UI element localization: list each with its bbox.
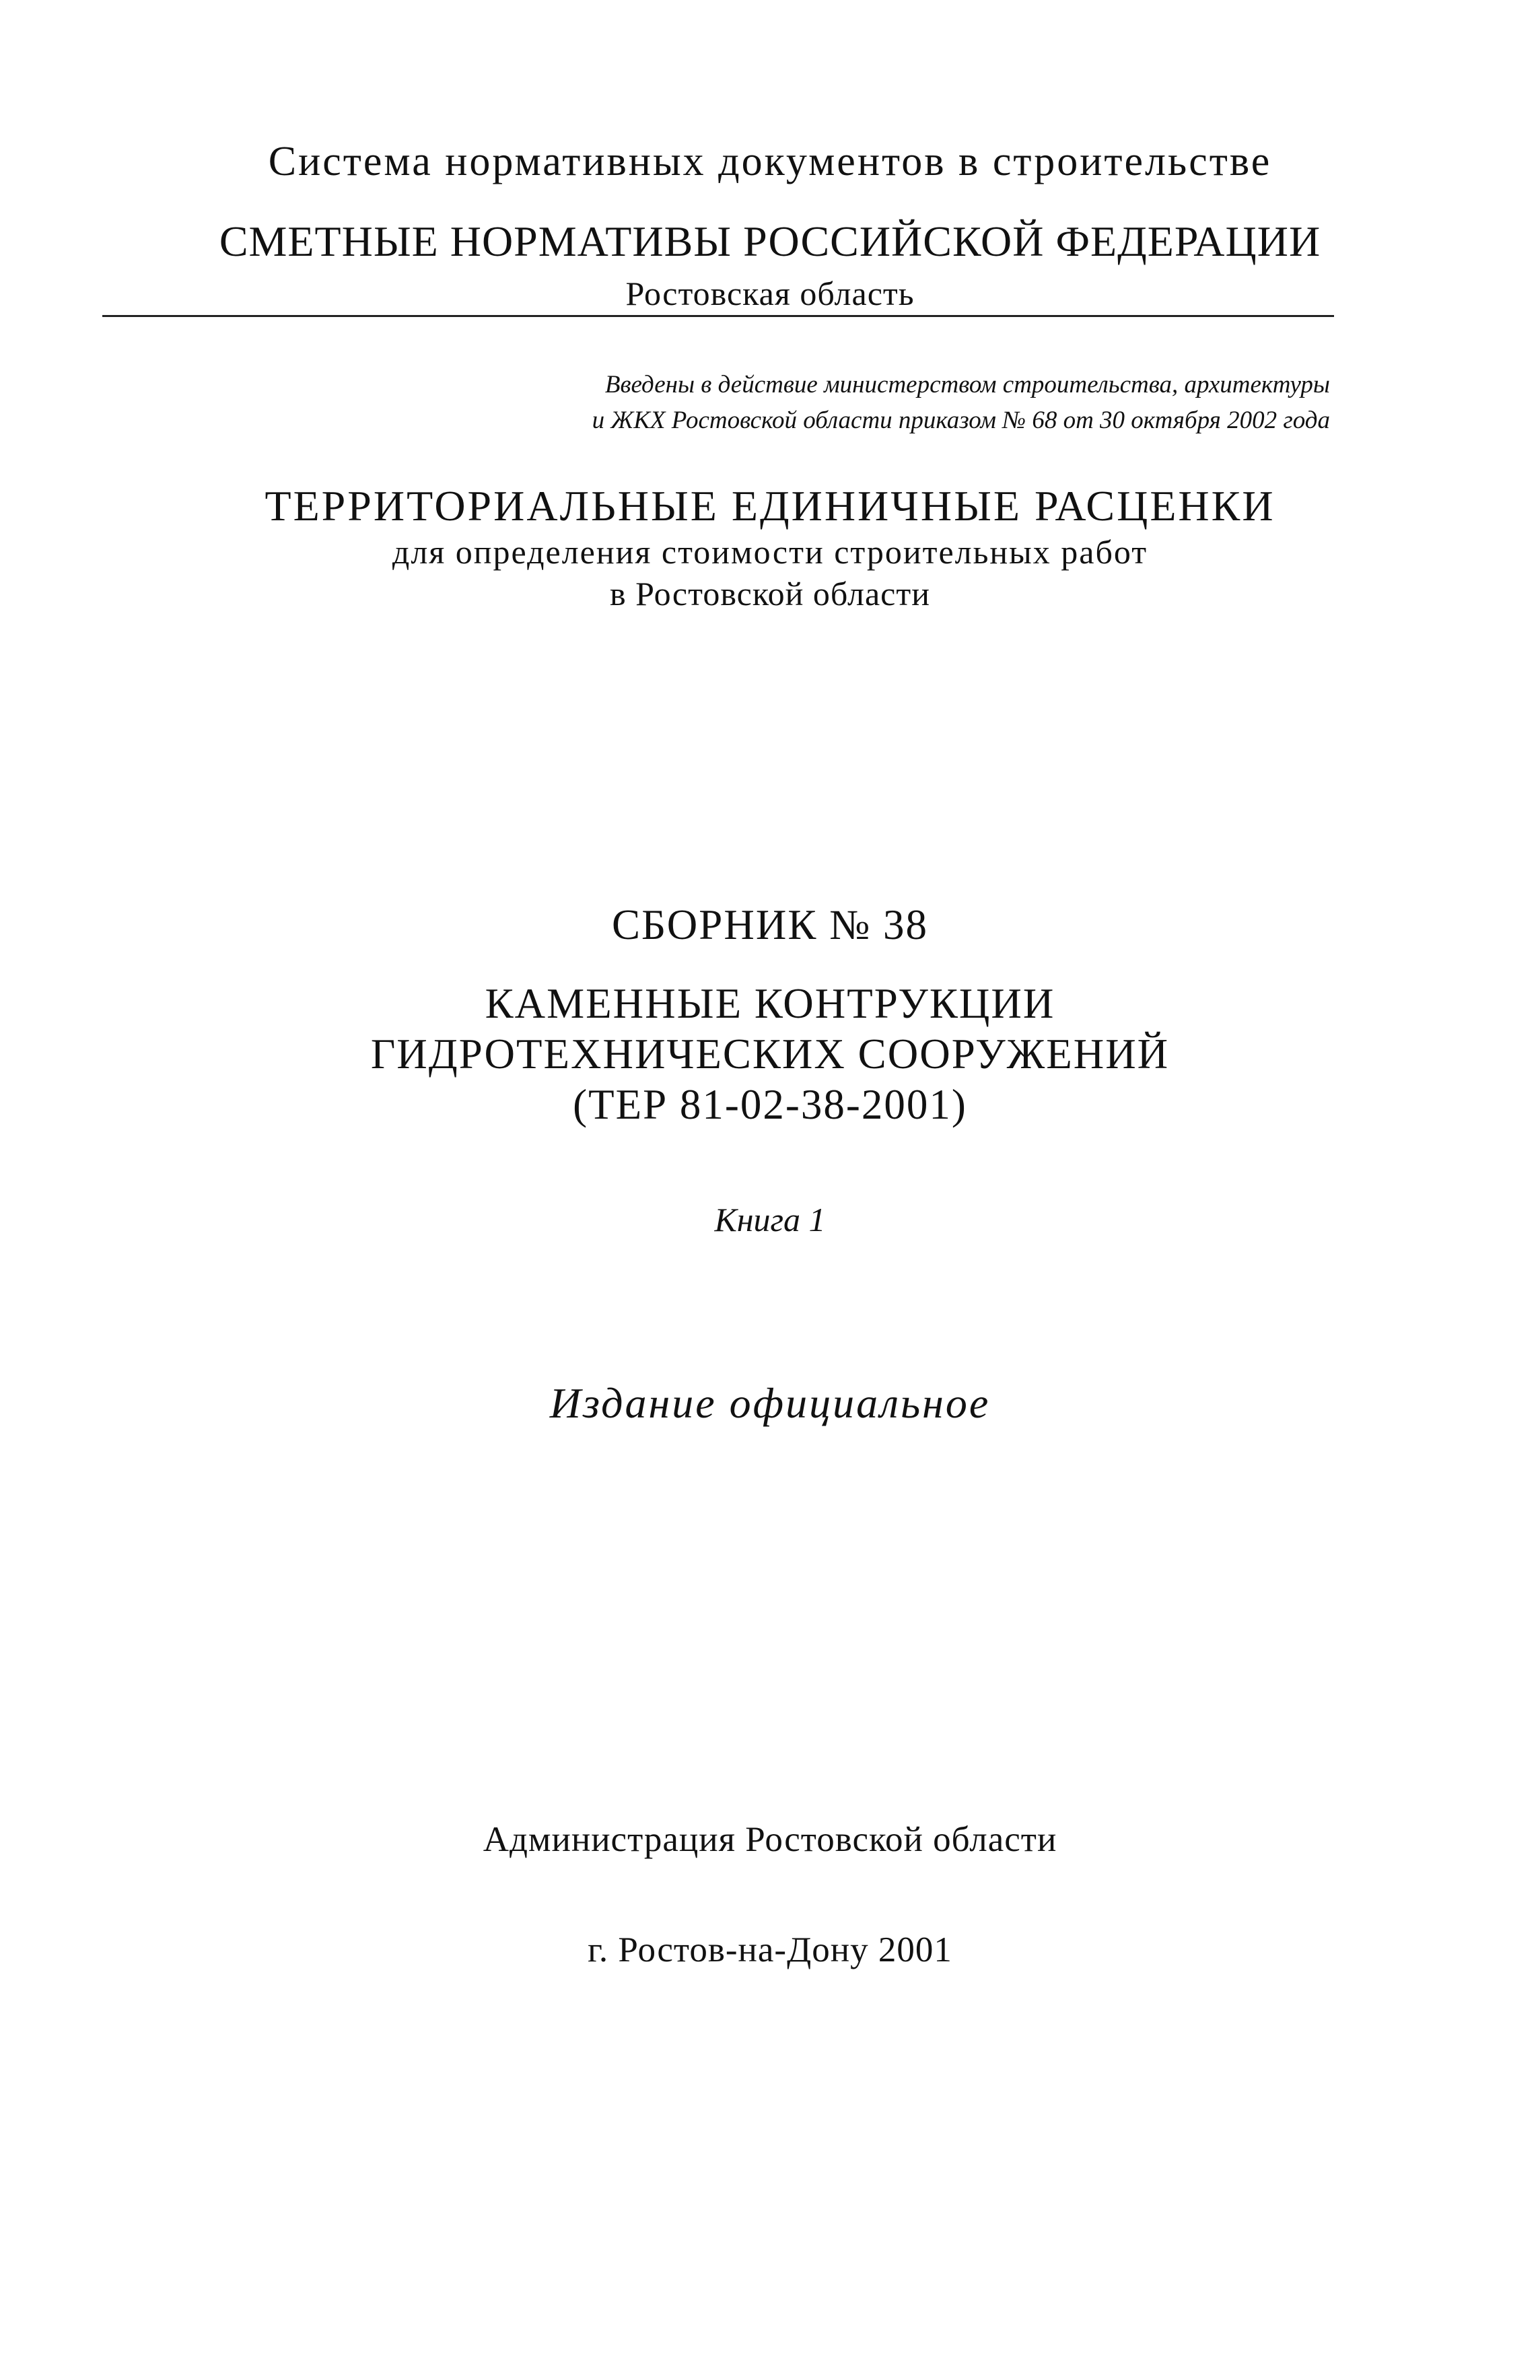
edition-label: Издание официальное xyxy=(549,1379,991,1427)
header-divider xyxy=(102,315,1334,317)
collection-number: СБОРНИК № 38 xyxy=(612,901,928,948)
rates-subtitle-line-2: в Ростовской области xyxy=(610,575,930,612)
introduction-line-2: и ЖКХ Ростовской области приказом № 68 от 30 октября 2002 года xyxy=(592,407,1330,434)
introduction-line-1: Введены в действие министерством строительства, архитектуры xyxy=(604,371,1330,398)
rates-subtitle-line-1: для определения стоимости строительных работ xyxy=(392,533,1148,571)
collection-code: (ТЕР 81-02-38-2001) xyxy=(573,1081,967,1128)
region-name: Ростовская область xyxy=(625,275,915,312)
norms-title: СМЕТНЫЕ НОРМАТИВЫ РОССИЙСКОЙ ФЕДЕРАЦИИ xyxy=(219,217,1321,265)
series-title: Система нормативных документов в строительстве xyxy=(268,139,1272,184)
book-number: Книга 1 xyxy=(714,1201,826,1238)
rates-title: ТЕРРИТОРИАЛЬНЫЕ ЕДИНИЧНЫЕ РАСЦЕНКИ xyxy=(265,482,1275,530)
publisher: Администрация Ростовской области xyxy=(483,1820,1057,1859)
place-and-year: г. Ростов-на-Дону 2001 xyxy=(588,1930,952,1969)
collection-name-line-1: КАМЕННЫЕ КОНТРУКЦИИ xyxy=(485,980,1055,1027)
collection-name-line-2: ГИДРОТЕХНИЧЕСКИХ СООРУЖЕНИЙ xyxy=(370,1030,1170,1078)
